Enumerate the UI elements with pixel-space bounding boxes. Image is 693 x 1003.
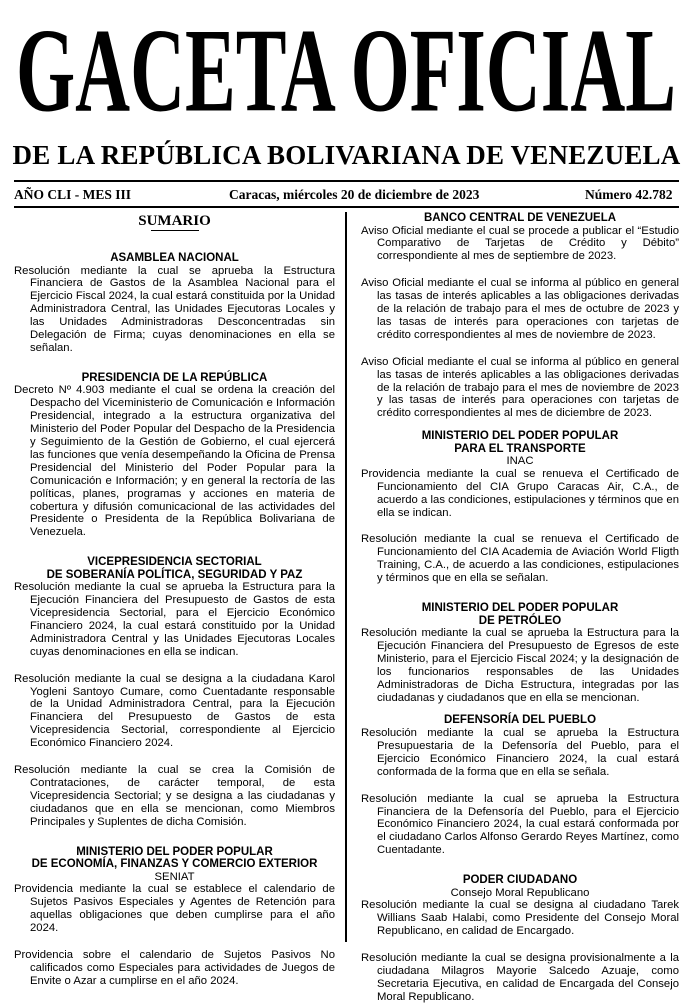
header-rule-bottom	[14, 206, 679, 208]
summary-right-column	[361, 212, 679, 1003]
header-rule-top	[14, 180, 679, 182]
section-heading: VICEPRESIDENCIA SECTORIAL	[87, 556, 262, 569]
section-heading: BANCO CENTRAL DE VENEZUELA	[423, 212, 617, 224]
summary-entry: Resolución mediante la cual se aprueba la Estructura para la Ejecución Financiera del Presupuesto de Egresos de este Ministerio, para el Ejercicio Fiscal 2024; y la designación de los funcionarios responsables de las Unidades Administradoras de Dicha Estructura, integradas por las ciudadanas y ciudadanos que en ella se mencionan.	[361, 627, 679, 704]
section-subheading: Consejo Moral Republicano	[450, 886, 590, 899]
section-heading-line2: PARA EL TRANSPORTE	[454, 442, 586, 455]
summary-entry: Resolución mediante la cual se aprueba la Estructura Financiera de la Defensoría del Pueblo, para el Ejercicio Económico Financiero 2024, la cual estará conformada por el ciudadano Carlos Alfonso Gerardo Reyes Martínez, como Cuentadante.	[361, 792, 679, 857]
summary-entry: Resolución mediante la cual se designa a la ciudadana Karol Yogleni Santoyo Cumare, como Cuentadante responsable de la Unidad Administradora Central, para la Ejecución Financiera del Presupuesto de Gastos de esta Vicepresidencia Sectorial, correspondiente al Ejercicio Económico Financiero 2024.	[14, 672, 335, 750]
section-heading: PRESIDENCIA DE LA REPÚBLICA	[81, 371, 268, 384]
masthead-title	[0, 5, 693, 148]
summary-entry: Aviso Oficial mediante el cual se informa al público en general las tasas de interés aplicables a las obligaciones derivadas de la relación de trabajo para el mes de noviembre de 2023 y las tasas de interés para operaciones con tarjetas de crédito correspondientes al mes de diciembre de 2023.	[361, 355, 679, 420]
column-divider	[345, 212, 347, 942]
summary-entry: Resolución mediante la cual se aprueba la Estructura para la Ejecución Financiera del Presupuesto de Gastos de esta Vicepresidencia Sectorial, para el Ejercicio Económico Financiero 2024, la cual estará constituido por la Unidad Administradora Central y las Unidades Ejecutoras Locales cuyas denominaciones en ella se indican.	[14, 581, 335, 658]
summary-entry: Resolución mediante la cual se designa al ciudadano Tarek Willians Saab Halabi, como Presidente del Consejo Moral Republicano, en calidad de Encargado.	[361, 899, 679, 937]
masthead-title-svg	[0, 5, 693, 148]
summary-entry: Providencia mediante la cual se establece el calendario de Sujetos Pasivos Especiales y Agentes de Retención para aquellas obligaciones que deben cumplirse para el año 2024.	[14, 883, 335, 934]
summary-entry: Resolución mediante la cual se aprueba la Estructura Financiera de Gastos de la Asamblea Nacional para el Ejercicio Fiscal 2024, la cual estará constituida por la Unidad Administradora Central, las Unidades Ejecutoras Locales y las Unidades Administradoras Desconcentradas sin Delegación de Firma; cuyas denominaciones en ella se señalan.	[14, 264, 335, 354]
summary-entry: Resolución mediante la cual se crea la Comisión de Contrataciones, de carácter temporal, de esta Vicepresidencia Sectorial; y se designa a las ciudadanas y ciudadanos que en ella se mencionan, como Miembros Principales y Suplentes de dicha Comisión.	[14, 764, 335, 828]
summary-left-column	[14, 212, 335, 987]
section-heading: PODER CIUDADANO	[462, 874, 578, 887]
issue-number: Número 42.782	[585, 187, 673, 202]
section-heading: DEFENSORÍA DEL PUEBLO	[443, 714, 597, 727]
summary-entry: Providencia sobre el calendario de Sujetos Pasivos No calificados como Especiales para actividades de Juegos de Envite o Azar a cumplirse en el año 2024.	[14, 948, 335, 987]
section-heading: ASAMBLEA NACIONAL	[110, 252, 239, 264]
summary-entry: Decreto Nº 4.903 mediante el cual se ordena la creación del Despacho del Viceministerio de Comunicación e Información Presidencial, integrado a la estructura organizativa del Ministerio del Poder Popular del Despacho de la Presidencia y Seguimiento de la Gestión de Gobierno, el cual ejercerá las funciones que venía desempeñando la Oficina de Prensa Presidencial del Ministerio del Poder Popular para la Comunicación e Información; y en general la rectoría de las políticas, planes, programas y acciones en materia de cobertura y difusión comunicacional de las actividades del Presidente o Presidenta de la República Bolivariana de Venezuela.	[14, 384, 335, 539]
summary-entry: Resolución mediante la cual se aprueba la Estructura Presupuestaria de la Defensoría del Pueblo, para el Ejercicio Económico Financiero 2024, la cual estará conformada de la forma que en ella se señala.	[361, 726, 679, 778]
section-subheading: INAC	[506, 455, 534, 468]
summary-entry: Aviso Oficial mediante el cual se procede a publicar el “Estudio Comparativo de Tarjetas de Crédito y Débito” correspondiente al mes de septiembre de 2023.	[361, 224, 679, 263]
section-heading: MINISTERIO DEL PODER POPULAR	[76, 845, 273, 858]
section-heading-line2: DE PETRÓLEO	[478, 614, 562, 627]
section-subheading: SENIAT	[154, 870, 195, 883]
summary-entry: Providencia mediante la cual se renueva el Certificado de Funcionamiento del CIA Grupo Caracas Air, C.A., de acuerdo a las condiciones, estipulaciones y términos que en ella se indican.	[361, 467, 679, 519]
summary-entry: Resolución mediante la cual se renueva el Certificado de Funcionamiento del CIA Academia de Aviación World Fligth Training, C.A., de acuerdo a las condiciones, estipulaciones y términos que en ella se señalan.	[361, 533, 679, 585]
gazette-title: GACETA OFICIAL	[16, 5, 677, 137]
summary-heading: SUMARIO	[138, 213, 211, 229]
issue-year-month: AÑO CLI - MES III	[14, 187, 132, 202]
section-heading-line2: DE SOBERANÍA POLÍTICA, SEGURIDAD Y PAZ	[46, 568, 303, 581]
section-heading: MINISTERIO DEL PODER POPULAR	[421, 602, 619, 615]
section-heading-line2: DE ECONOMÍA, FINANZAS Y COMERCIO EXTERIOR	[31, 858, 318, 871]
summary-entry: Aviso Oficial mediante el cual se informa al público en general las tasas de interés aplicables a las obligaciones derivadas de la relación de trabajo para el mes de octubre de 2023 y las tasas de interés para operaciones con tarjetas de crédito correspondientes al mes de noviembre de 2023.	[361, 277, 679, 341]
section-heading: MINISTERIO DEL PODER POPULAR	[421, 430, 619, 443]
gazette-subtitle: DE LA REPÚBLICA BOLIVARIANA DE VENEZUELA	[12, 140, 681, 170]
summary-entry: Resolución mediante la cual se designa provisionalmente a la ciudadana Milagros Mayorie Salcedo Azuaje, como Secretaria Ejecutiva, en calidad de Encargada del Consejo Moral Republicano.	[361, 951, 679, 1003]
issue-place-date: Caracas, miércoles 20 de diciembre de 2023	[229, 187, 480, 202]
